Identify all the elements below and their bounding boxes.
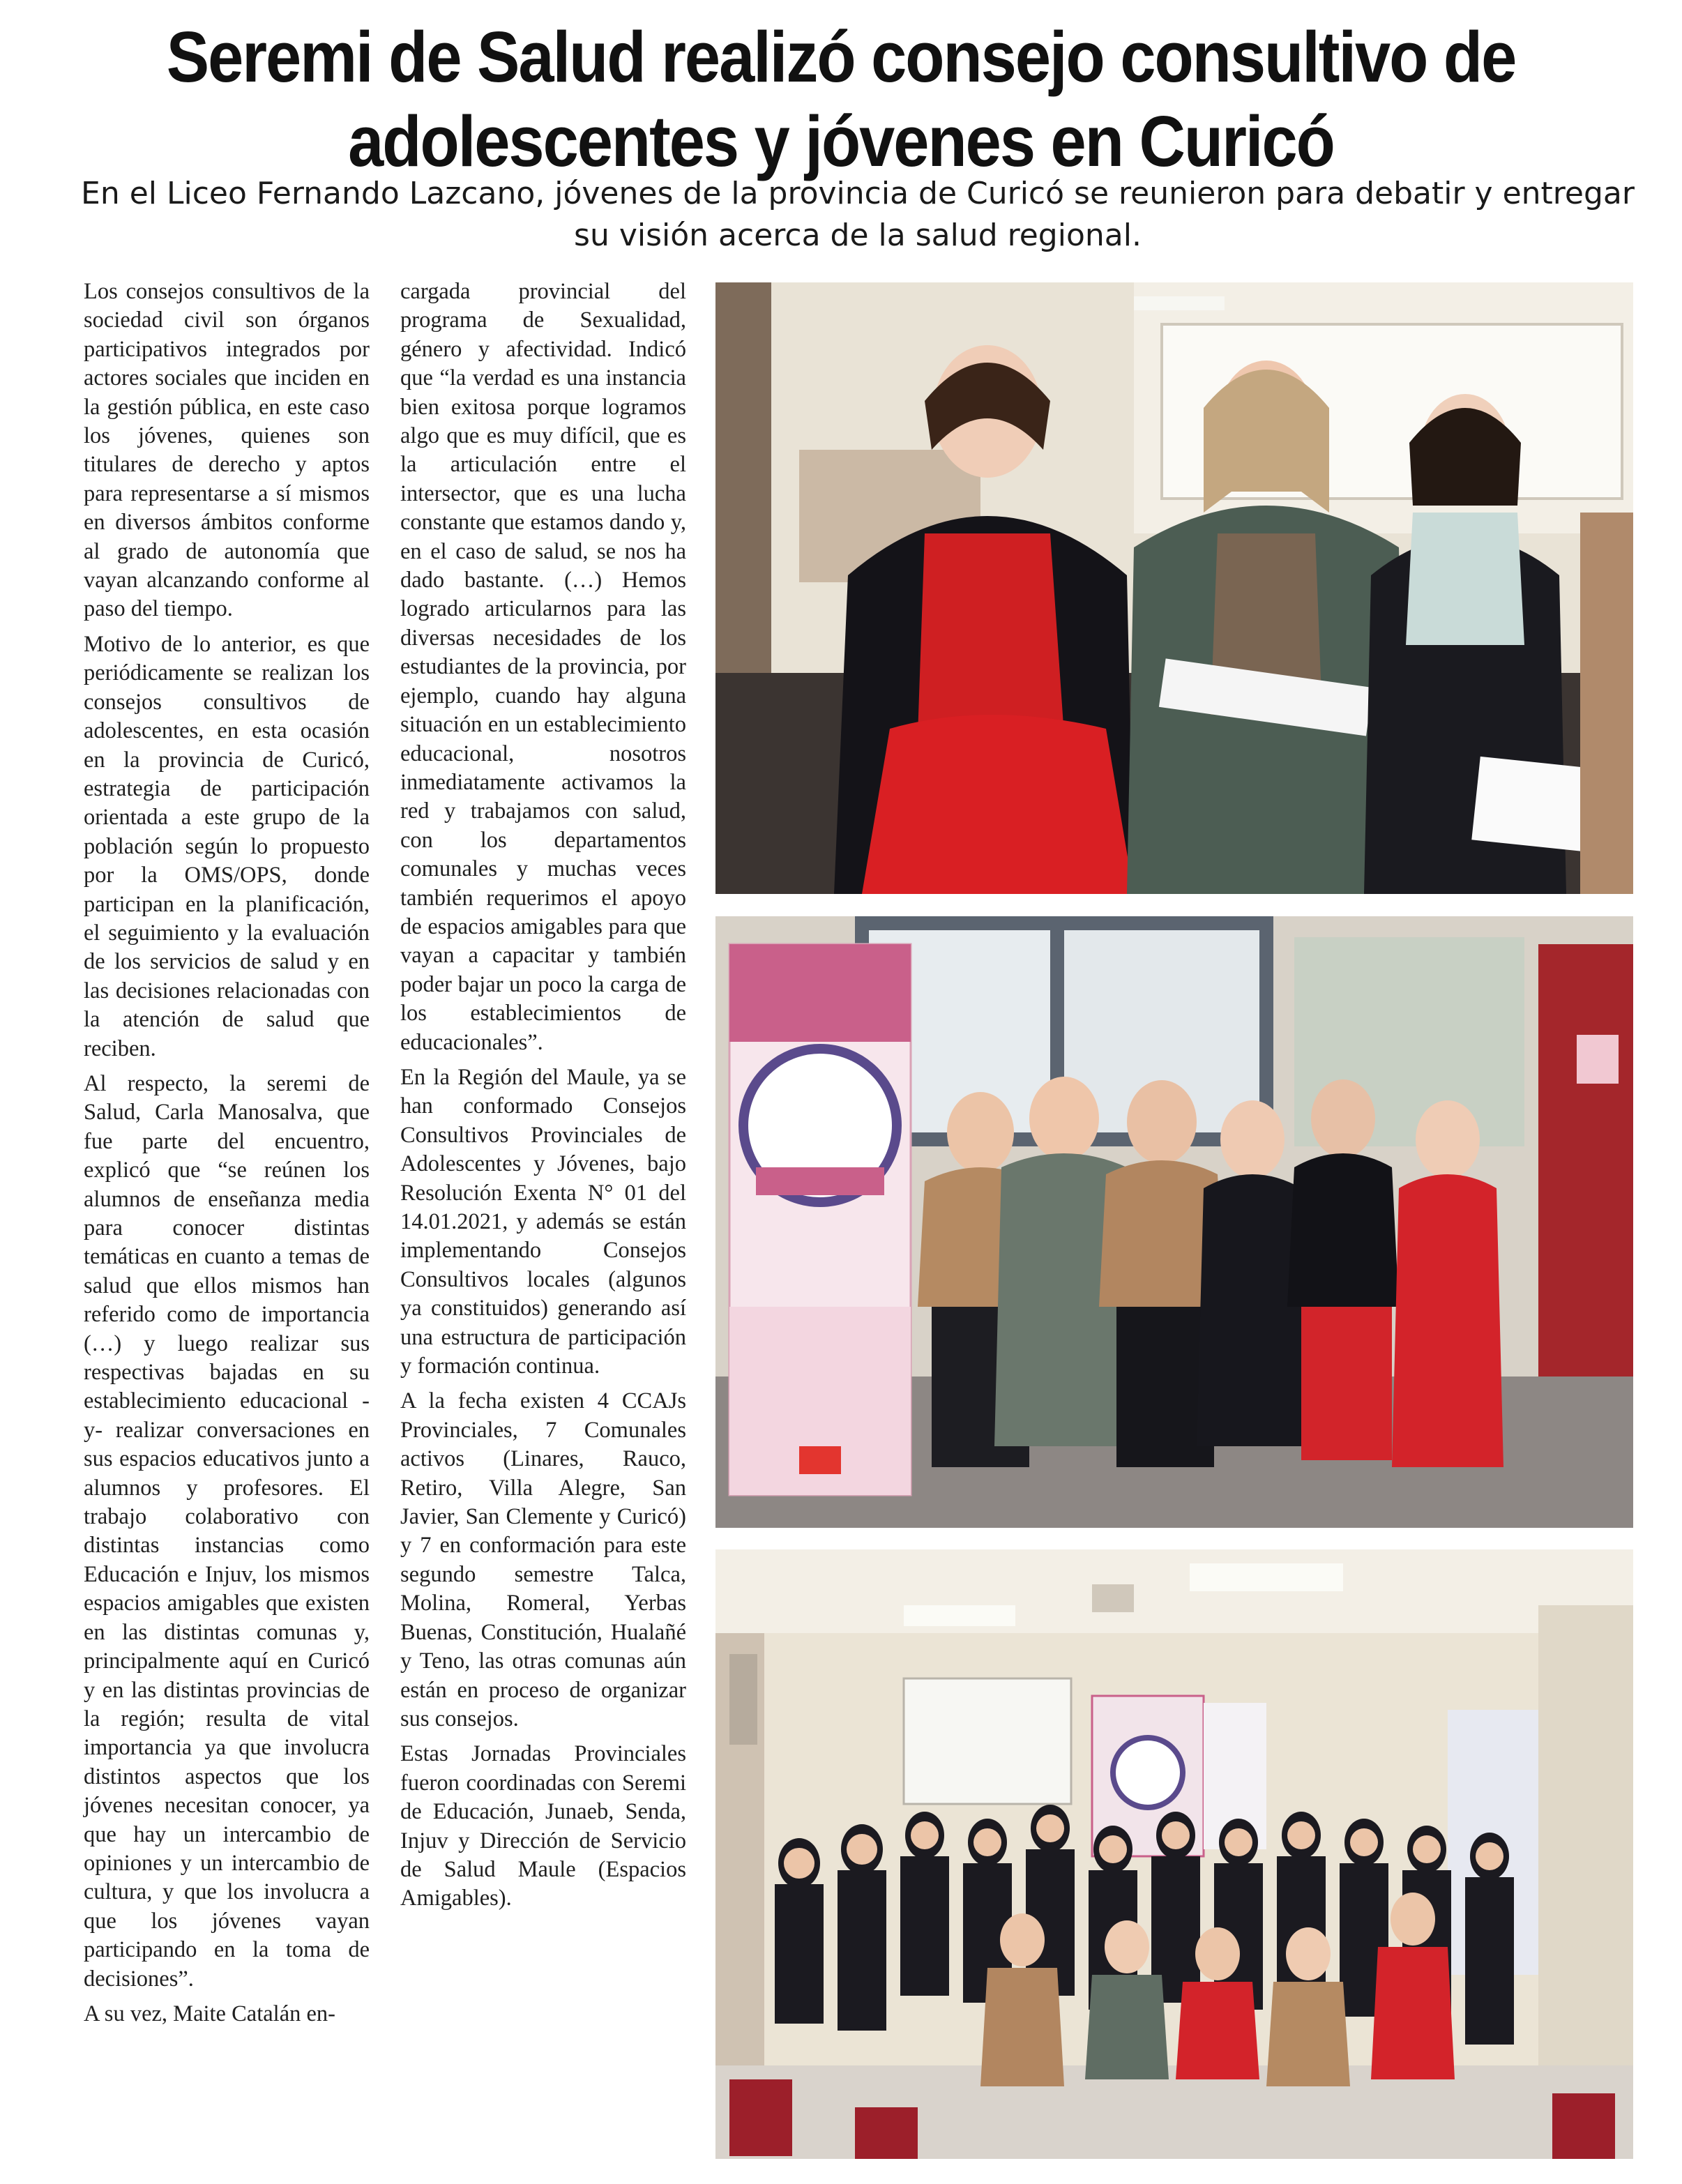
photo-seated-women-illustration <box>715 282 1633 894</box>
photo-seated-women <box>715 282 1633 894</box>
paragraph: A su vez, Maite Catalán en- <box>84 2001 335 2026</box>
headline-line-2: adolescentes y jóvenes en Curicó <box>348 102 1334 182</box>
paragraph: cargada provincial del programa de Sexualidad, género y afectividad. Indicó que “la verdad es una instancia bien exitosa porque logramos algo que es muy difícil, que es la articulación entre el intersector, que es una lucha constante que estamos dando y, en el caso de salud, se nos ha dado bastante. (…) Hemos logrado articularnos para las diversas necesidades de los estudiantes de la provincia, por ejemplo, cuando hay alguna situación en un establecimiento educacional, nosotros inmediatamente activamos la red y trabajamos con salud, con los departamentos comunales y muchas veces también requerimos el apoyo de espacios amigables para que vayan a capacitar y también poder bajar un poco la carga de los establecimientos de educacionales”. <box>400 279 686 1055</box>
subheading-line-1: En el Liceo Fernando Lazcano, jóvenes de la provincia de Curicó se reunieron para debatir y entregar <box>81 176 1635 211</box>
paragraph: Estas Jornadas Provinciales fueron coordinadas con Seremi de Educación, Junaeb, Senda, Injuv y Dirección de Servicio de Salud Maule (Espacios Amigables). <box>400 1741 686 1911</box>
paragraph: Los consejos consultivos de la sociedad civil son órganos participativos integrados por actores sociales que inciden en la gestión pública, en este caso los jóvenes, quienes son titulares de derecho y aptos para representarse a sí mismos en diversos ámbitos conforme al grado de autonomía que vayan alcanzando conforme al paso del tiempo. <box>84 279 370 622</box>
paragraph: En la Región del Maule, ya se han conformado Consejos Consultivos Provinciales de Adolescentes y Jóvenes, bajo Resolución Exenta N° 01 del 14.01.2021, y además se están implementando Consejos Consultivos locales (algunos ya constituidos) generando así una estructura de participación y formación continua. <box>400 1064 686 1379</box>
photo-large-group-illustration <box>715 1549 1633 2159</box>
paragraph: A la fecha existen 4 CCAJs Provinciales, 7 Comunales activos (Linares, Rauco, Retiro, Villa Alegre, San Javier, San Clemente y Curicó) y 7 en conformación para este segundo semestre Talca, Molina, Romeral, Yerbas Buenas, Constitución, Hualañé y Teno, las otras comunas aún están en proceso de organizar sus consejos. <box>400 1388 686 1731</box>
paragraph: Motivo de lo anterior, es que periódicamente se realizan los consejos consultivos de adolescentes, en esta ocasión en la provincia de Curicó, estrategia de participación orientada a este grupo de la población según lo propuesto por la OMS/OPS, donde participan en la planificación, el seguimiento y la evaluación de los servicios de salud y en las decisiones relacionadas con la atención de salud que reciben. <box>84 631 370 1061</box>
article-headline <box>98 15 1584 184</box>
photo-large-group <box>715 1549 1633 2159</box>
paragraph: Al respecto, la seremi de Salud, Carla Manosalva, que fue parte del encuentro, explicó que “se reúnen los alumnos de enseñanza media para conocer distintas temáticas en cuanto a temas de salud que ellos mismos han referido como de importancia (…) y luego realizar sus respectivas bajadas en su establecimiento educacional -y- realizar conversaciones en sus espacios educativos junto a alumnos y profesores. El trabajo colaborativo con distintas instancias como Educación e Injuv, los mismos espacios amigables que existen en las distintas comunas y, principalmente aquí en Curicó y en las distintas provincias de la región; resulta de vital importancia ya que involucra distintos aspectos que los jóvenes necesitan conocer, ya que hay un intercambio de opiniones y un intercambio de cultura, y que los involucra a que los jóvenes vayan participando en la toma de decisiones”. <box>84 1070 370 1992</box>
photo-group-banner-illustration <box>715 916 1633 1528</box>
headline-line-1: Seremi de Salud realizó consejo consultivo de <box>166 17 1516 98</box>
body-column-2 <box>400 278 686 1920</box>
body-column-1 <box>84 278 370 2035</box>
photo-group-banner <box>715 916 1633 1528</box>
article-subheading <box>77 173 1639 257</box>
subheading-line-2: su visión acerca de la salud regional. <box>574 218 1142 253</box>
